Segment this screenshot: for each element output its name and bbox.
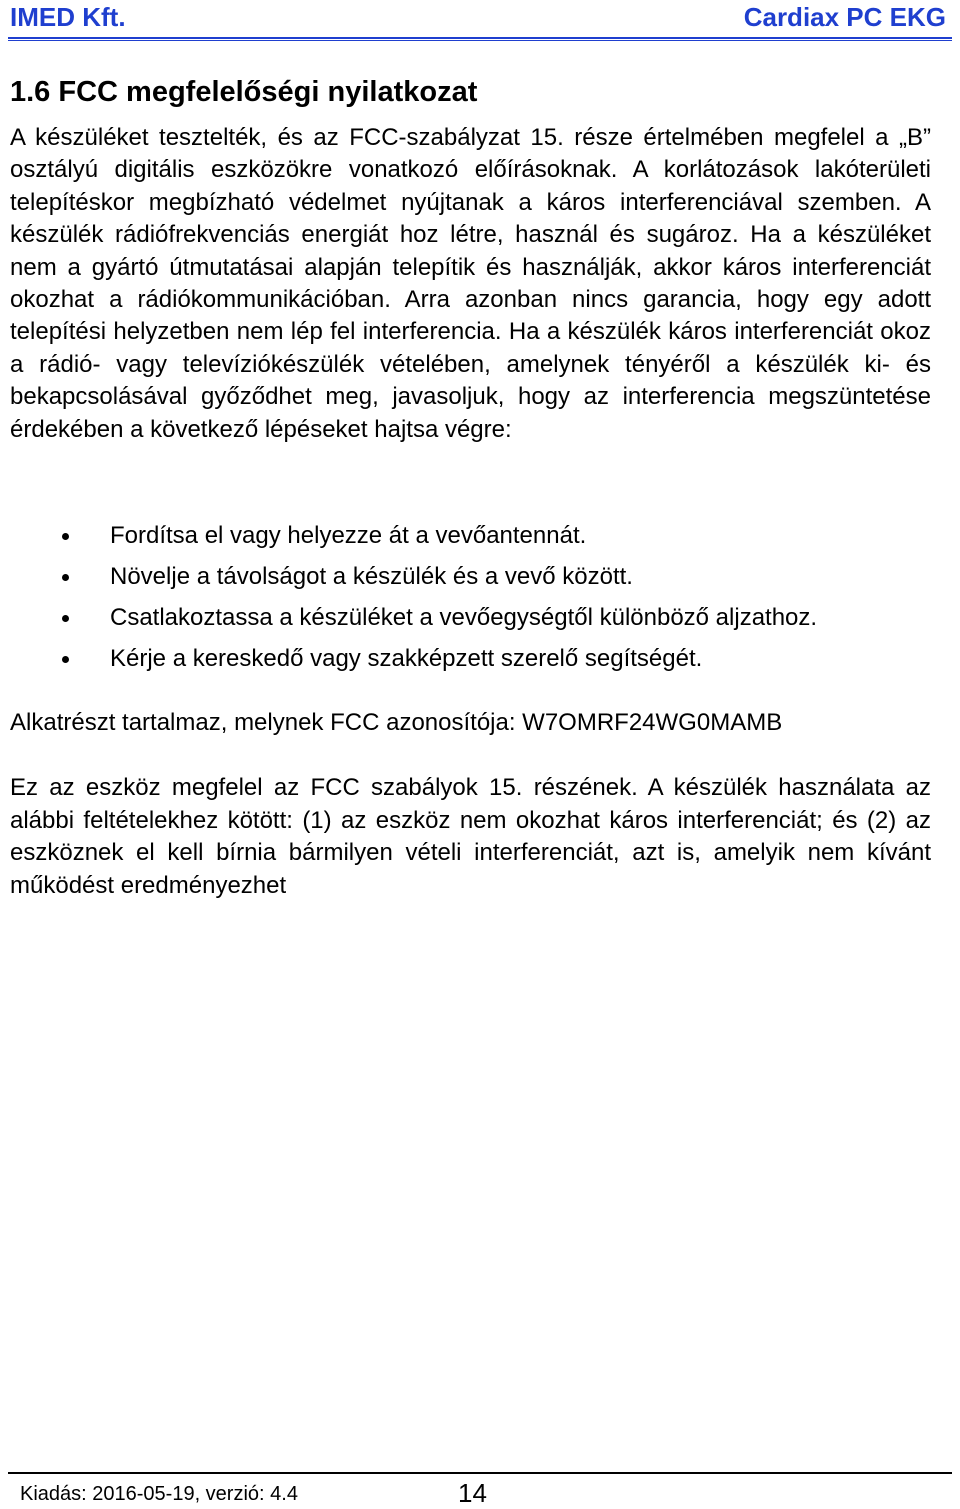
header-company: IMED Kft.: [10, 2, 126, 32]
bullet-icon: [62, 533, 69, 540]
page-number: 14: [458, 1478, 487, 1508]
compliance-paragraph: Ez az eszköz megfelel az FCC szabályok 15. részének. A készülék használata az alábbi feltételekhez kötött: (1) az eszköz nem okozhat káros interferenciát; és (2) az eszköznek el kell bírnia bármilyen vételi interferenciát, azt is, amelyik nem kívánt működést eredményezhet: [10, 774, 931, 899]
header-product: Cardiax PC EKG: [743, 2, 946, 32]
list-item-text: Növelje a távolságot a készülék és a vevő között.: [110, 563, 633, 590]
list-item-text: Csatlakoztassa a készüléket a vevőegységtől különböző aljzathoz.: [110, 604, 818, 631]
footer-edition: Kiadás: 2016-05-19, verzió: 4.4: [20, 1483, 298, 1505]
bullet-icon: [62, 574, 69, 581]
header-divider: [8, 37, 952, 41]
list-item: [10, 519, 950, 560]
list-item: [10, 560, 950, 601]
bullet-icon: [62, 615, 69, 622]
section-title: 1.6 FCC megfelelőségi nyilatkozat: [10, 76, 478, 108]
recommendation-list: [10, 519, 950, 683]
footer-divider: [8, 1472, 952, 1474]
intro-paragraph: A készüléket tesztelték, és az FCC-szabályzat 15. része értelmében megfelel a „B” osztályú digitális eszközökre vonatkozó előírásoknak. A korlátozások lakóterületi telepítéskor megbízható védelmet nyújtanak a káros interferenciával szemben. A készülék rádiófrekvenciás energiát hoz létre, használ és sugároz. Ha a készüléket nem a gyártó útmutatásai alapján telepítik és használják, akkor káros interferenciát okozhat a rádiókommunikációban. Arra azonban nincs garancia, hogy egy adott telepítési helyzetben nem lép fel interferencia. Ha a készülék káros interferenciát okoz a rádió- vagy televíziókészülék vételében, amelynek tényéről a készülék ki- és bekapcsolásával győződhet meg, javasoljuk, hogy az interferencia megszüntetése érdekében a következő lépéseket hajtsa végre:: [10, 124, 931, 443]
list-item-text: Fordítsa el vagy helyezze át a vevőantennát.: [110, 522, 587, 549]
bullet-icon: [62, 656, 69, 663]
list-item-text: Kérje a kereskedő vagy szakképzett szerelő segítségét.: [110, 645, 703, 672]
list-item: [10, 601, 950, 642]
list-item: [10, 642, 950, 683]
fcc-id-statement: Alkatrészt tartalmaz, melynek FCC azonosítója: W7OMRF24WG0MAMB: [10, 709, 783, 736]
